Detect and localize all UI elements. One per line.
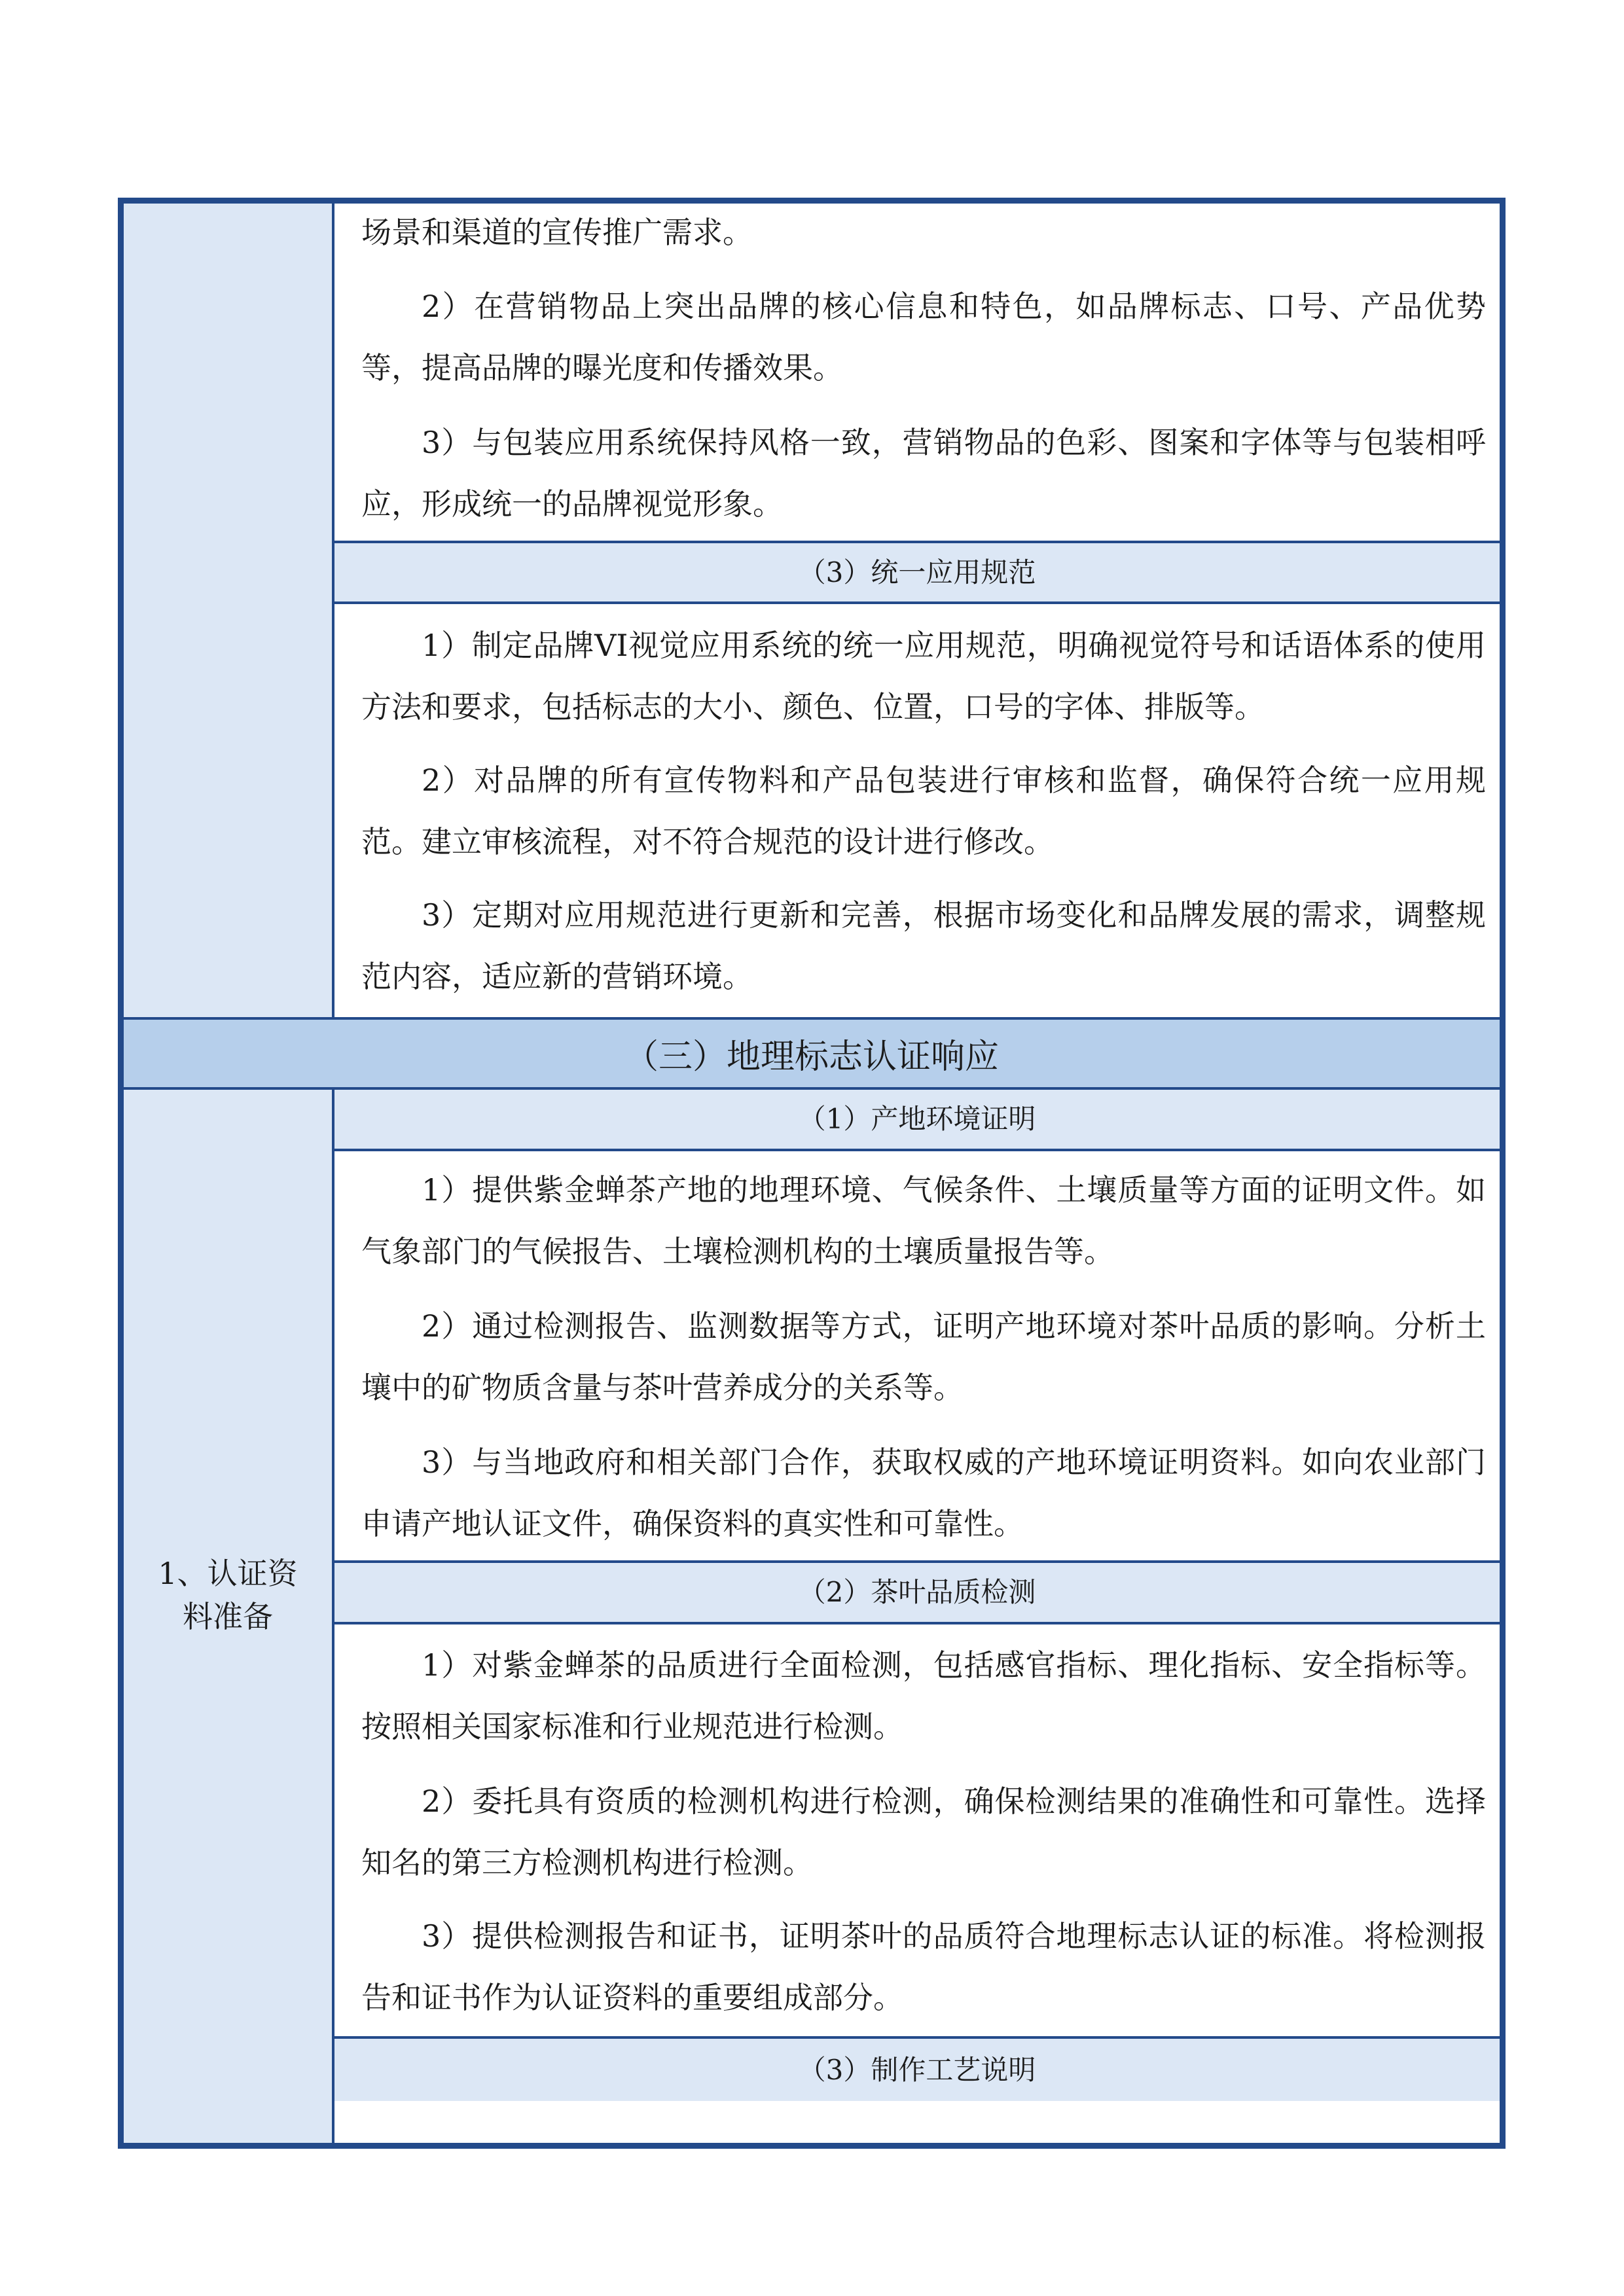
content-table	[118, 198, 1506, 2149]
paragraph: 2）对品牌的所有宣传物料和产品包装进行审核和监督，确保符合统一应用规范。建立审核流程，对不符合规范的设计进行修改。	[361, 762, 1486, 859]
label-column-top	[124, 204, 332, 1017]
row-divider	[332, 601, 1500, 604]
row-divider	[332, 1622, 1500, 1624]
paragraph: 3）与包装应用系统保持风格一致，营销物品的色彩、图案和字体等与包装相呼应，形成统一的品牌视觉形象。	[361, 425, 1486, 522]
paragraph: 2）通过检测报告、监测数据等方式，证明产地环境对茶叶品质的影响。分析土壤中的矿物质含量与茶叶营养成分的关系等。	[361, 1308, 1486, 1405]
row-label: 1、认证资 料准备	[158, 1556, 298, 1634]
subheading-unified-spec: （3）统一应用规范	[334, 543, 1500, 601]
paragraph: 2）委托具有资质的检测机构进行检测，确保检测结果的准确性和可靠性。选择知名的第三方检测机构进行检测。	[361, 1784, 1486, 1880]
paragraph: 3）提供检测报告和证书，证明茶叶的品质符合地理标志认证的标准。将检测报告和证书作为认证资料的重要组成部分。	[361, 1918, 1486, 2015]
paragraph: 3）与当地政府和相关部门合作，获取权威的产地环境证明资料。如向农业部门申请产地认证文件，确保资料的真实性和可靠性。	[361, 1444, 1486, 1541]
paragraph: 1）提供紫金蝉茶产地的地理环境、气候条件、土壤质量等方面的证明文件。如气象部门的气候报告、土壤检测机构的土壤质量报告等。	[361, 1172, 1486, 1269]
paragraph: 2）在营销物品上突出品牌的核心信息和特色，如品牌标志、口号、产品优势等，提高品牌的曝光度和传播效果。	[361, 289, 1486, 386]
subheading-craft: （3）制作工艺说明	[334, 2039, 1500, 2101]
paragraph: 3）定期对应用规范进行更新和完善，根据市场变化和品牌发展的需求，调整规范内容，适应新的营销环境。	[361, 897, 1486, 994]
subheading-origin: （1）产地环境证明	[334, 1090, 1500, 1149]
subheading-quality: （2）茶叶品质检测	[334, 1563, 1500, 1622]
paragraph: 场景和渠道的宣传推广需求。	[361, 215, 753, 250]
column-divider-top	[332, 204, 334, 1017]
paragraph: 1）制定品牌VI视觉应用系统的统一应用规范，明确视觉符号和话语体系的使用方法和要求，包括标志的大小、颜色、位置，口号的字体、排版等。	[361, 628, 1486, 725]
row-divider	[332, 1149, 1500, 1151]
section-title: （三）地理标志认证响应	[124, 1020, 1500, 1087]
paragraph: 1）对紫金蝉茶的品质进行全面检测，包括感官指标、理化指标、安全指标等。按照相关国家标准和行业规范进行检测。	[361, 1647, 1486, 1744]
